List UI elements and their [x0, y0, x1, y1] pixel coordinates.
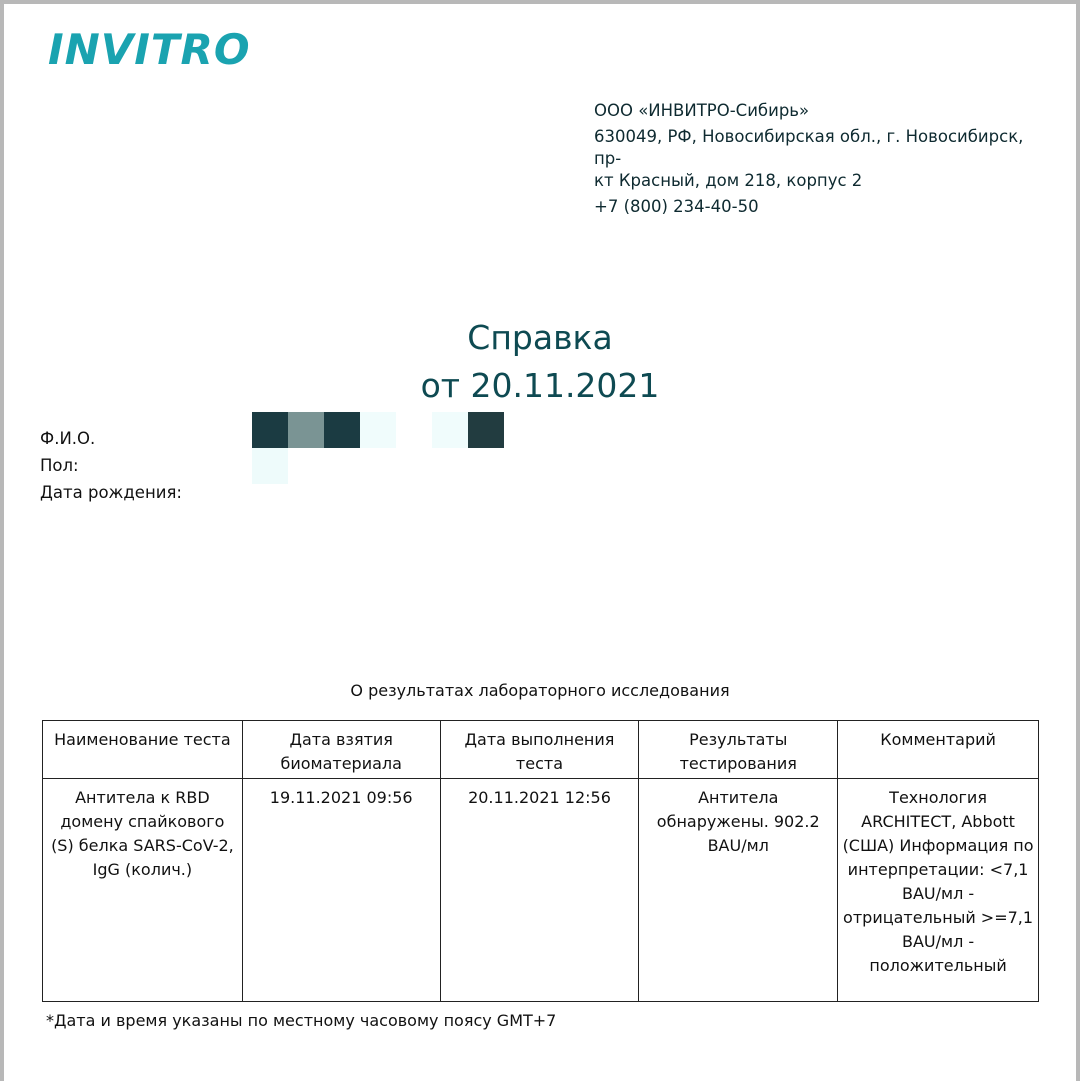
redaction-block [324, 412, 360, 448]
organization-block [594, 100, 1044, 218]
column-header-result: Результаты тестирования [639, 721, 838, 779]
sex-label: Пол: [40, 456, 79, 475]
organization-name: ООО «ИНВИТРО-Сибирь» [594, 101, 810, 120]
organization-phone: +7 (800) 234-40-50 [594, 197, 759, 216]
redaction-block [252, 412, 288, 448]
timezone-footnote: *Дата и время указаны по местному часовому поясу GMT+7 [46, 1011, 557, 1030]
full-name-label: Ф.И.О. [40, 429, 96, 448]
invitro-logo: INVITRO [48, 25, 251, 74]
table-row [43, 779, 1039, 1002]
redaction-block [468, 412, 504, 448]
cell-result: Антитела обнаружены. 902.2 BAU/мл [639, 779, 838, 1002]
document-title: Справка [467, 318, 613, 357]
birth-date-label: Дата рождения: [40, 483, 182, 502]
cell-completion-date: 20.11.2021 12:56 [440, 779, 639, 1002]
organization-address-line2: кт Красный, дом 218, корпус 2 [594, 171, 863, 190]
cell-sample-date: 19.11.2021 09:56 [242, 779, 440, 1002]
redaction-block [432, 412, 468, 448]
column-header-sample-date: Дата взятия биоматериала [242, 721, 440, 779]
document-date: от 20.11.2021 [420, 366, 660, 405]
column-header-comment: Комментарий [838, 721, 1039, 779]
column-header-test-name: Наименование теста [43, 721, 243, 779]
cell-test-name: Антитела к RBD домену спайкового (S) белка SARS-CoV-2, IgG (колич.) [43, 779, 243, 1002]
document-page [4, 4, 1076, 1081]
redaction-block [252, 448, 288, 484]
column-header-completion-date: Дата выполнения теста [440, 721, 639, 779]
redaction-block [360, 412, 396, 448]
redaction-block [288, 412, 324, 448]
organization-address-line1: 630049, РФ, Новосибирская обл., г. Новосибирск, пр- [594, 127, 1024, 168]
results-caption: О результатах лабораторного исследования [350, 681, 730, 700]
redaction-block [396, 412, 432, 448]
results-table [42, 720, 1039, 1002]
table-header-row [43, 721, 1039, 779]
cell-comment: Технология ARCHITECT, Abbott (США) Информация по интерпретации: <7,1 BAU/мл - отрицательный >=7,1 BAU/мл - положительный [838, 779, 1039, 1002]
